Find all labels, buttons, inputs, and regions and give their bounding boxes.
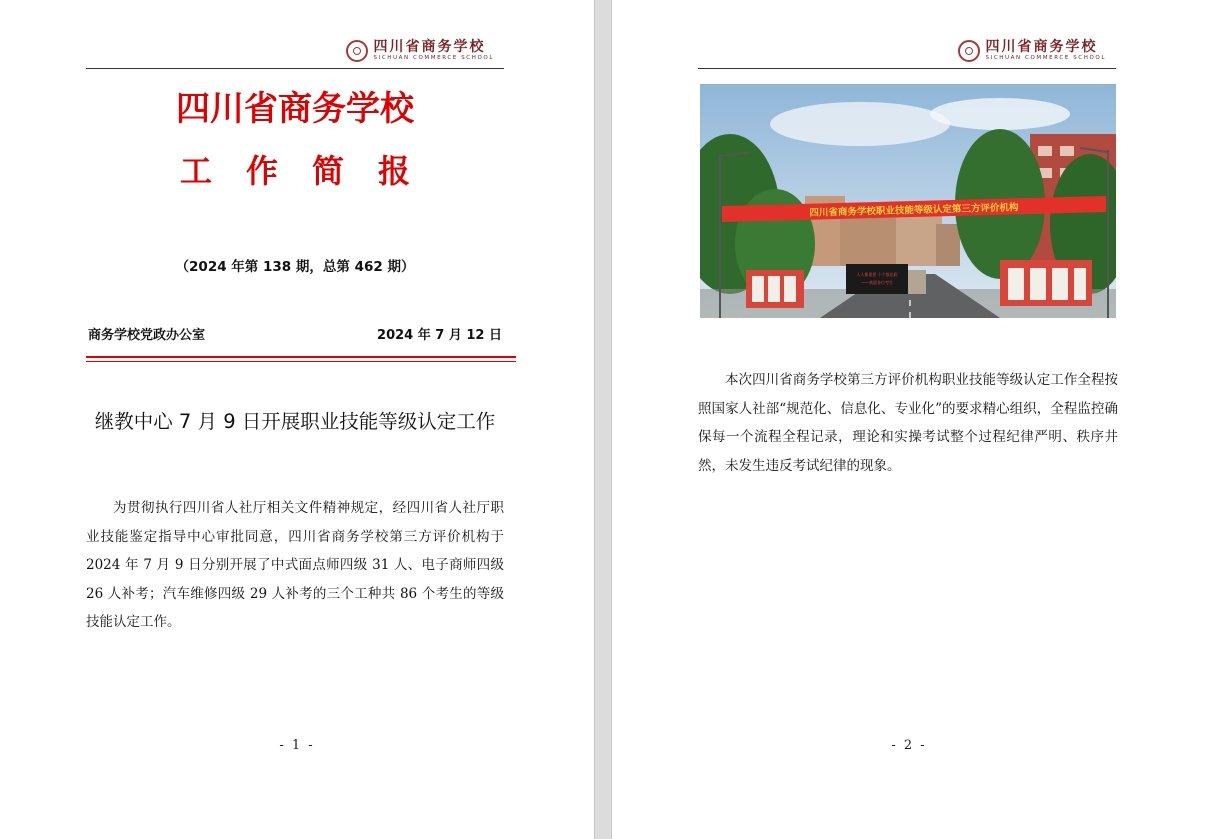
- school-logo: [958, 38, 1106, 64]
- page-number: - 1 -: [279, 738, 315, 753]
- page-header: [86, 36, 504, 69]
- logo-chinese-name: 四川省商务学校: [985, 39, 1098, 55]
- red-divider-thick: [86, 356, 516, 358]
- school-seal-icon: [346, 40, 368, 62]
- red-divider-thin: [86, 361, 516, 362]
- page-number: - 2 -: [891, 738, 927, 753]
- article-paragraph: 本次四川省商务学校第三方评价机构职业技能等级认定工作全程按照国家人社部“规范化、信息化、专业化”的要求精心组织，全程监控确保每一个流程全程记录，理论和实操考试整个过程纪律严明、秩序井然，未发生违反考试纪律的现象。: [698, 372, 1118, 474]
- campus-gate-photo: [700, 84, 1116, 318]
- page-1: [0, 0, 594, 839]
- school-logo: [346, 38, 494, 64]
- issuer-office: 商务学校党政办公室: [88, 328, 206, 343]
- article-paragraph: 为贯彻执行四川省人社厅相关文件精神规定，经四川省人社厅职业技能鉴定指导中心审批同意，四川省商务学校第三方评价机构于 2024 年 7 月 9 日分别开展了中式面点师四级 31 人、电子商师四级 26 人补考；汽车维修四级 29 人补考的三个工种共 86 个考生的等级技能认定工作。: [86, 500, 504, 630]
- logo-chinese-name: 四川省商务学校: [373, 39, 486, 55]
- school-name-title: 四川省商务学校: [176, 89, 414, 129]
- issue-date: 2024 年 7 月 12 日: [377, 328, 502, 343]
- page-2: [612, 0, 1206, 839]
- banner-text: 四川省商务学校职业技能等级认定第三方评价机构: [809, 202, 1019, 219]
- page-header: [698, 36, 1116, 69]
- page-gutter: [594, 0, 612, 839]
- school-seal-icon: [958, 40, 980, 62]
- issue-number: （2024 年第 138 期，总第 462 期）: [175, 259, 415, 275]
- brief-title: 工作简报: [179, 152, 444, 190]
- gate-screen-line2: ——欢迎各位考生: [861, 280, 893, 285]
- gate-screen-line1: 人人都重要 个个都出彩: [856, 272, 898, 277]
- article-title: 继教中心 7 月 9 日开展职业技能等级认定工作: [94, 410, 496, 433]
- logo-english-name: SICHUAN COMMERCE SCHOOL: [373, 55, 494, 61]
- logo-english-name: SICHUAN COMMERCE SCHOOL: [985, 55, 1106, 61]
